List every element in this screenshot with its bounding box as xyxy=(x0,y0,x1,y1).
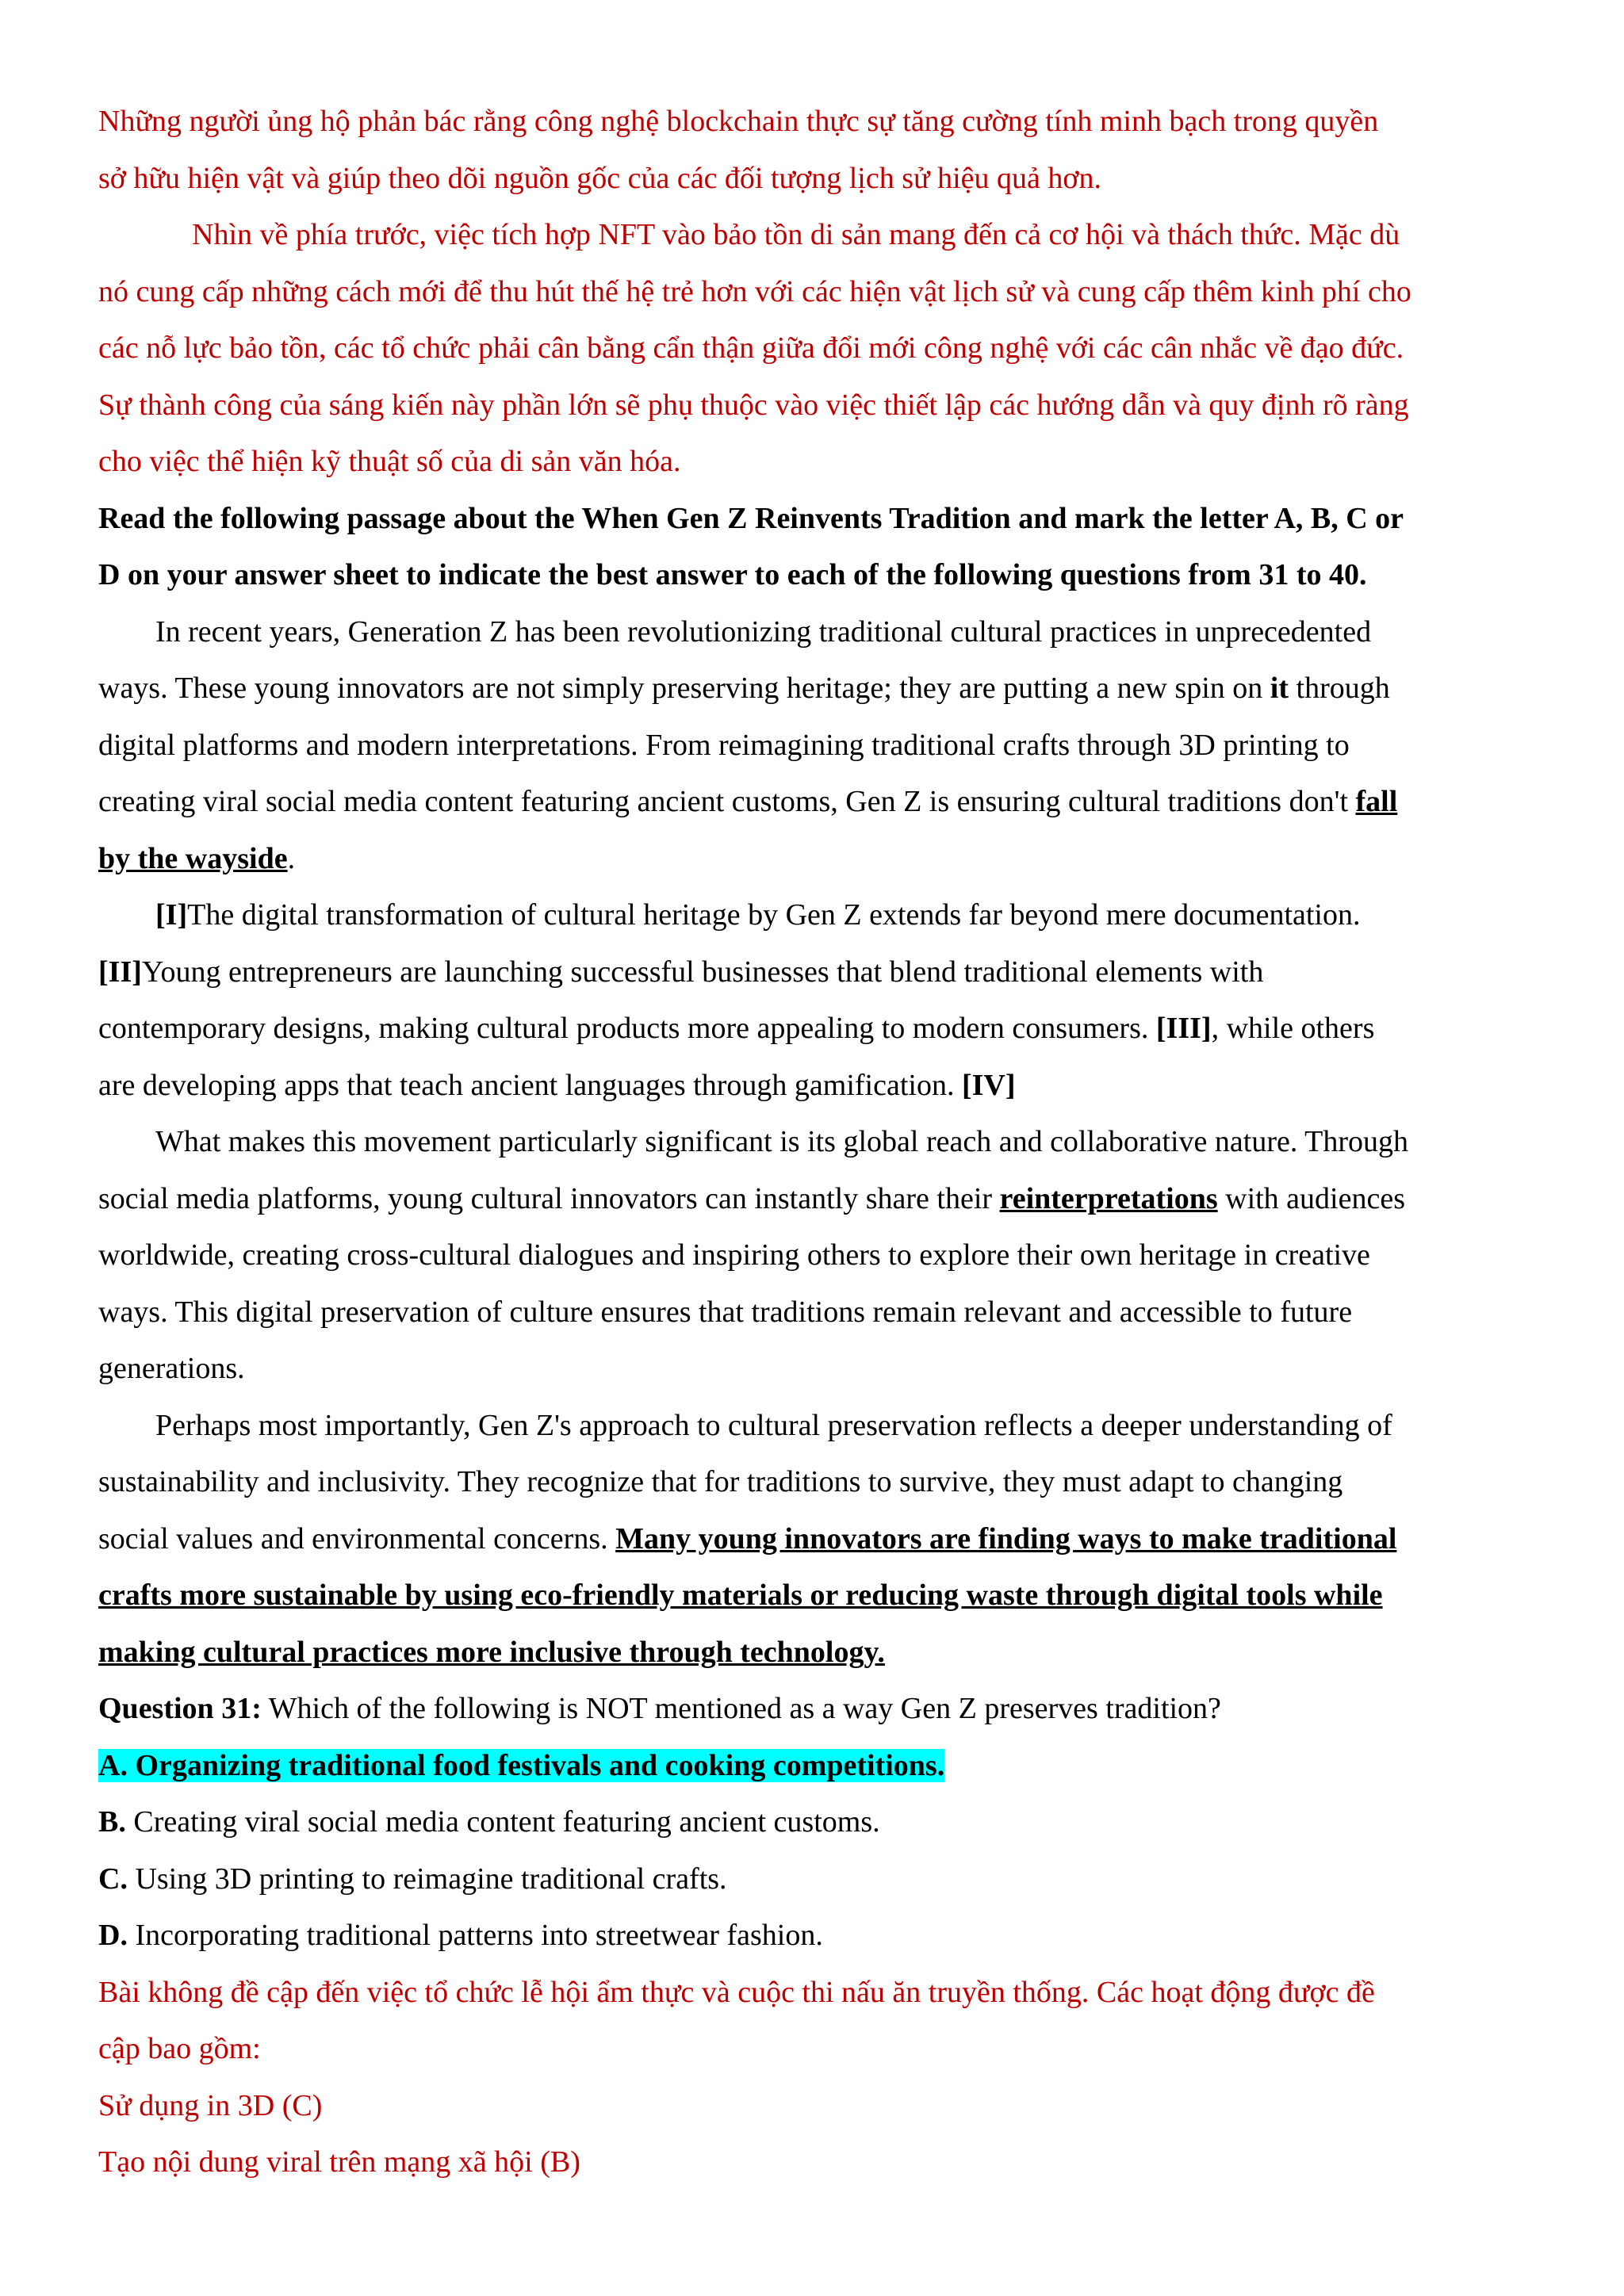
text-line: nó cung cấp những cách mới để thu hút thế hệ trẻ hơn với các hiện vật lịch sử và cung cấp thêm kinh phí cho xyxy=(98,274,1411,308)
text-span: through xyxy=(1289,672,1390,705)
text-line: What makes this movement particularly significant is its global reach and collaborative nature. Through xyxy=(155,1125,1409,1158)
passage-paragraph-1 xyxy=(98,604,1542,888)
question-stem xyxy=(98,1681,1542,1738)
text-span: The digital transformation of cultural heritage by Gen Z extends far beyond mere documentation. xyxy=(187,898,1361,932)
option-a xyxy=(98,1738,1542,1795)
text-span: Young entrepreneurs are launching successful businesses that blend traditional elements with xyxy=(141,955,1264,989)
vietnamese-translation-continued xyxy=(98,94,1542,491)
text-line: Bài không đề cập đến việc tổ chức lễ hội ẩm thực và cuộc thi nấu ăn truyền thống. Các hoạt động được đề xyxy=(98,1975,1375,2009)
text-line xyxy=(98,831,1542,888)
text-span: contemporary designs, making cultural products more appealing to modern consumers. xyxy=(98,1012,1156,1045)
text-span: are developing apps that teach ancient languages through gamification. xyxy=(98,1068,962,1102)
option-c xyxy=(98,1851,1542,1908)
option-text: Using 3D printing to reimagine traditional crafts. xyxy=(127,1862,727,1896)
text-line xyxy=(98,660,1542,718)
text-line: sustainability and inclusivity. They recognize that for traditions to survive, they must adapt to changing xyxy=(98,1465,1343,1498)
text-line: Nhìn về phía trước, việc tích hợp NFT vào bảo tồn di sản mang đến cả cơ hội và thách thức. Mặc dù xyxy=(192,218,1400,251)
text-span: ways. These young innovators are not simply preserving heritage; they are putting a new spin on xyxy=(98,672,1270,705)
option-text: Creating viral social media content featuring ancient customs. xyxy=(125,1805,880,1839)
text-line: Những người ủng hộ phản bác rằng công nghệ blockchain thực sự tăng cường tính minh bạch trong quyền xyxy=(98,105,1379,138)
text-span: with audiences xyxy=(1217,1181,1405,1215)
position-marker: [I] xyxy=(155,898,188,932)
referent-word: it xyxy=(1270,672,1289,705)
position-marker: [III] xyxy=(1155,1012,1212,1045)
passage-paragraph-2 xyxy=(98,887,1542,1114)
position-marker: [II] xyxy=(98,955,142,989)
text-line: các nỗ lực bảo tồn, các tổ chức phải cân bằng cẩn thận giữa đổi mới công nghệ với các cân nhắc về đạo đức. xyxy=(98,331,1404,365)
text-line: In recent years, Generation Z has been revolutionizing traditional cultural practices in unprecedented xyxy=(155,614,1372,649)
question-label: Question 31: xyxy=(98,1692,262,1725)
text-line: Sự thành công của sáng kiến này phần lớn sẽ phụ thuộc vào việc thiết lập các hướng dẫn và quy định rõ ràng xyxy=(98,388,1409,422)
text-line xyxy=(98,1058,1542,1115)
text-line: worldwide, creating cross-cultural dialogues and inspiring others to explore their own heritage in creative xyxy=(98,1238,1370,1272)
question-text: Which of the following is NOT mentioned as a way Gen Z preserves tradition? xyxy=(261,1692,1221,1725)
text-line xyxy=(98,774,1542,831)
text-line: cho việc thể hiện kỹ thuật số của di sản văn hóa. xyxy=(98,445,681,478)
option-letter: B. xyxy=(98,1805,126,1839)
text-line: Tạo nội dung viral trên mạng xã hội (B) xyxy=(98,2145,580,2179)
passage-paragraph-3 xyxy=(98,1114,1542,1398)
option-d xyxy=(98,1908,1542,1965)
underlined-phrase: fall xyxy=(1355,785,1398,818)
underlined-sentence: making cultural practices more inclusive through technology. xyxy=(98,1635,885,1669)
text-line: cập bao gồm: xyxy=(98,2032,261,2065)
underlined-word: reinterpretations xyxy=(999,1181,1218,1215)
text-line: Read the following passage about the When Gen Z Reinvents Tradition and mark the letter A, B, C or xyxy=(98,501,1404,535)
text-line xyxy=(98,1001,1542,1058)
answer-explanation xyxy=(98,1965,1542,2191)
option-letter: A. xyxy=(98,1748,128,1782)
text-span: , while others xyxy=(1211,1012,1375,1045)
option-text: Incorporating traditional patterns into streetwear fashion. xyxy=(127,1919,823,1952)
text-span: creating viral social media content featuring ancient customs, Gen Z is ensuring cultural traditions don't xyxy=(98,785,1356,818)
option-text: Organizing traditional food festivals and cooking competitions. xyxy=(127,1748,945,1782)
text-line: generations. xyxy=(98,1352,245,1385)
text-line: D on your answer sheet to indicate the best answer to each of the following questions from 31 to 40. xyxy=(98,558,1367,591)
underlined-sentence: Many young innovators are finding ways to make traditional xyxy=(615,1521,1397,1556)
text-line xyxy=(98,1511,1542,1568)
text-span: . xyxy=(287,841,296,875)
text-line xyxy=(98,887,1542,944)
passage-paragraph-4 xyxy=(98,1398,1542,1682)
underlined-phrase: by the wayside xyxy=(98,841,288,875)
text-line xyxy=(98,1171,1542,1228)
document-page xyxy=(98,94,1542,2191)
option-b xyxy=(98,1794,1542,1851)
question-31 xyxy=(98,1681,1542,1965)
text-line: ways. This digital preservation of culture ensures that traditions remain relevant and accessible to future xyxy=(98,1295,1353,1329)
text-span: social media platforms, young cultural innovators can instantly share their xyxy=(98,1181,1000,1215)
option-letter: D. xyxy=(98,1919,128,1952)
text-line xyxy=(98,944,1542,1001)
position-marker: [IV] xyxy=(961,1068,1016,1102)
text-line: sở hữu hiện vật và giúp theo dõi nguồn gốc của các đối tượng lịch sử hiệu quả hơn. xyxy=(98,161,1101,195)
text-line: digital platforms and modern interpretations. From reimagining traditional crafts through 3D printing to xyxy=(98,728,1350,762)
text-span: social values and environmental concerns. xyxy=(98,1521,616,1556)
text-line: Sử dụng in 3D (C) xyxy=(98,2088,323,2122)
underlined-sentence: crafts more sustainable by using eco-friendly materials or reducing waste through digital tools while xyxy=(98,1578,1383,1612)
correct-answer-highlight xyxy=(98,1749,944,1782)
text-line: Perhaps most importantly, Gen Z's approach to cultural preservation reflects a deeper understanding of xyxy=(155,1408,1392,1442)
option-letter: C. xyxy=(98,1862,128,1896)
reading-instructions xyxy=(98,491,1542,604)
